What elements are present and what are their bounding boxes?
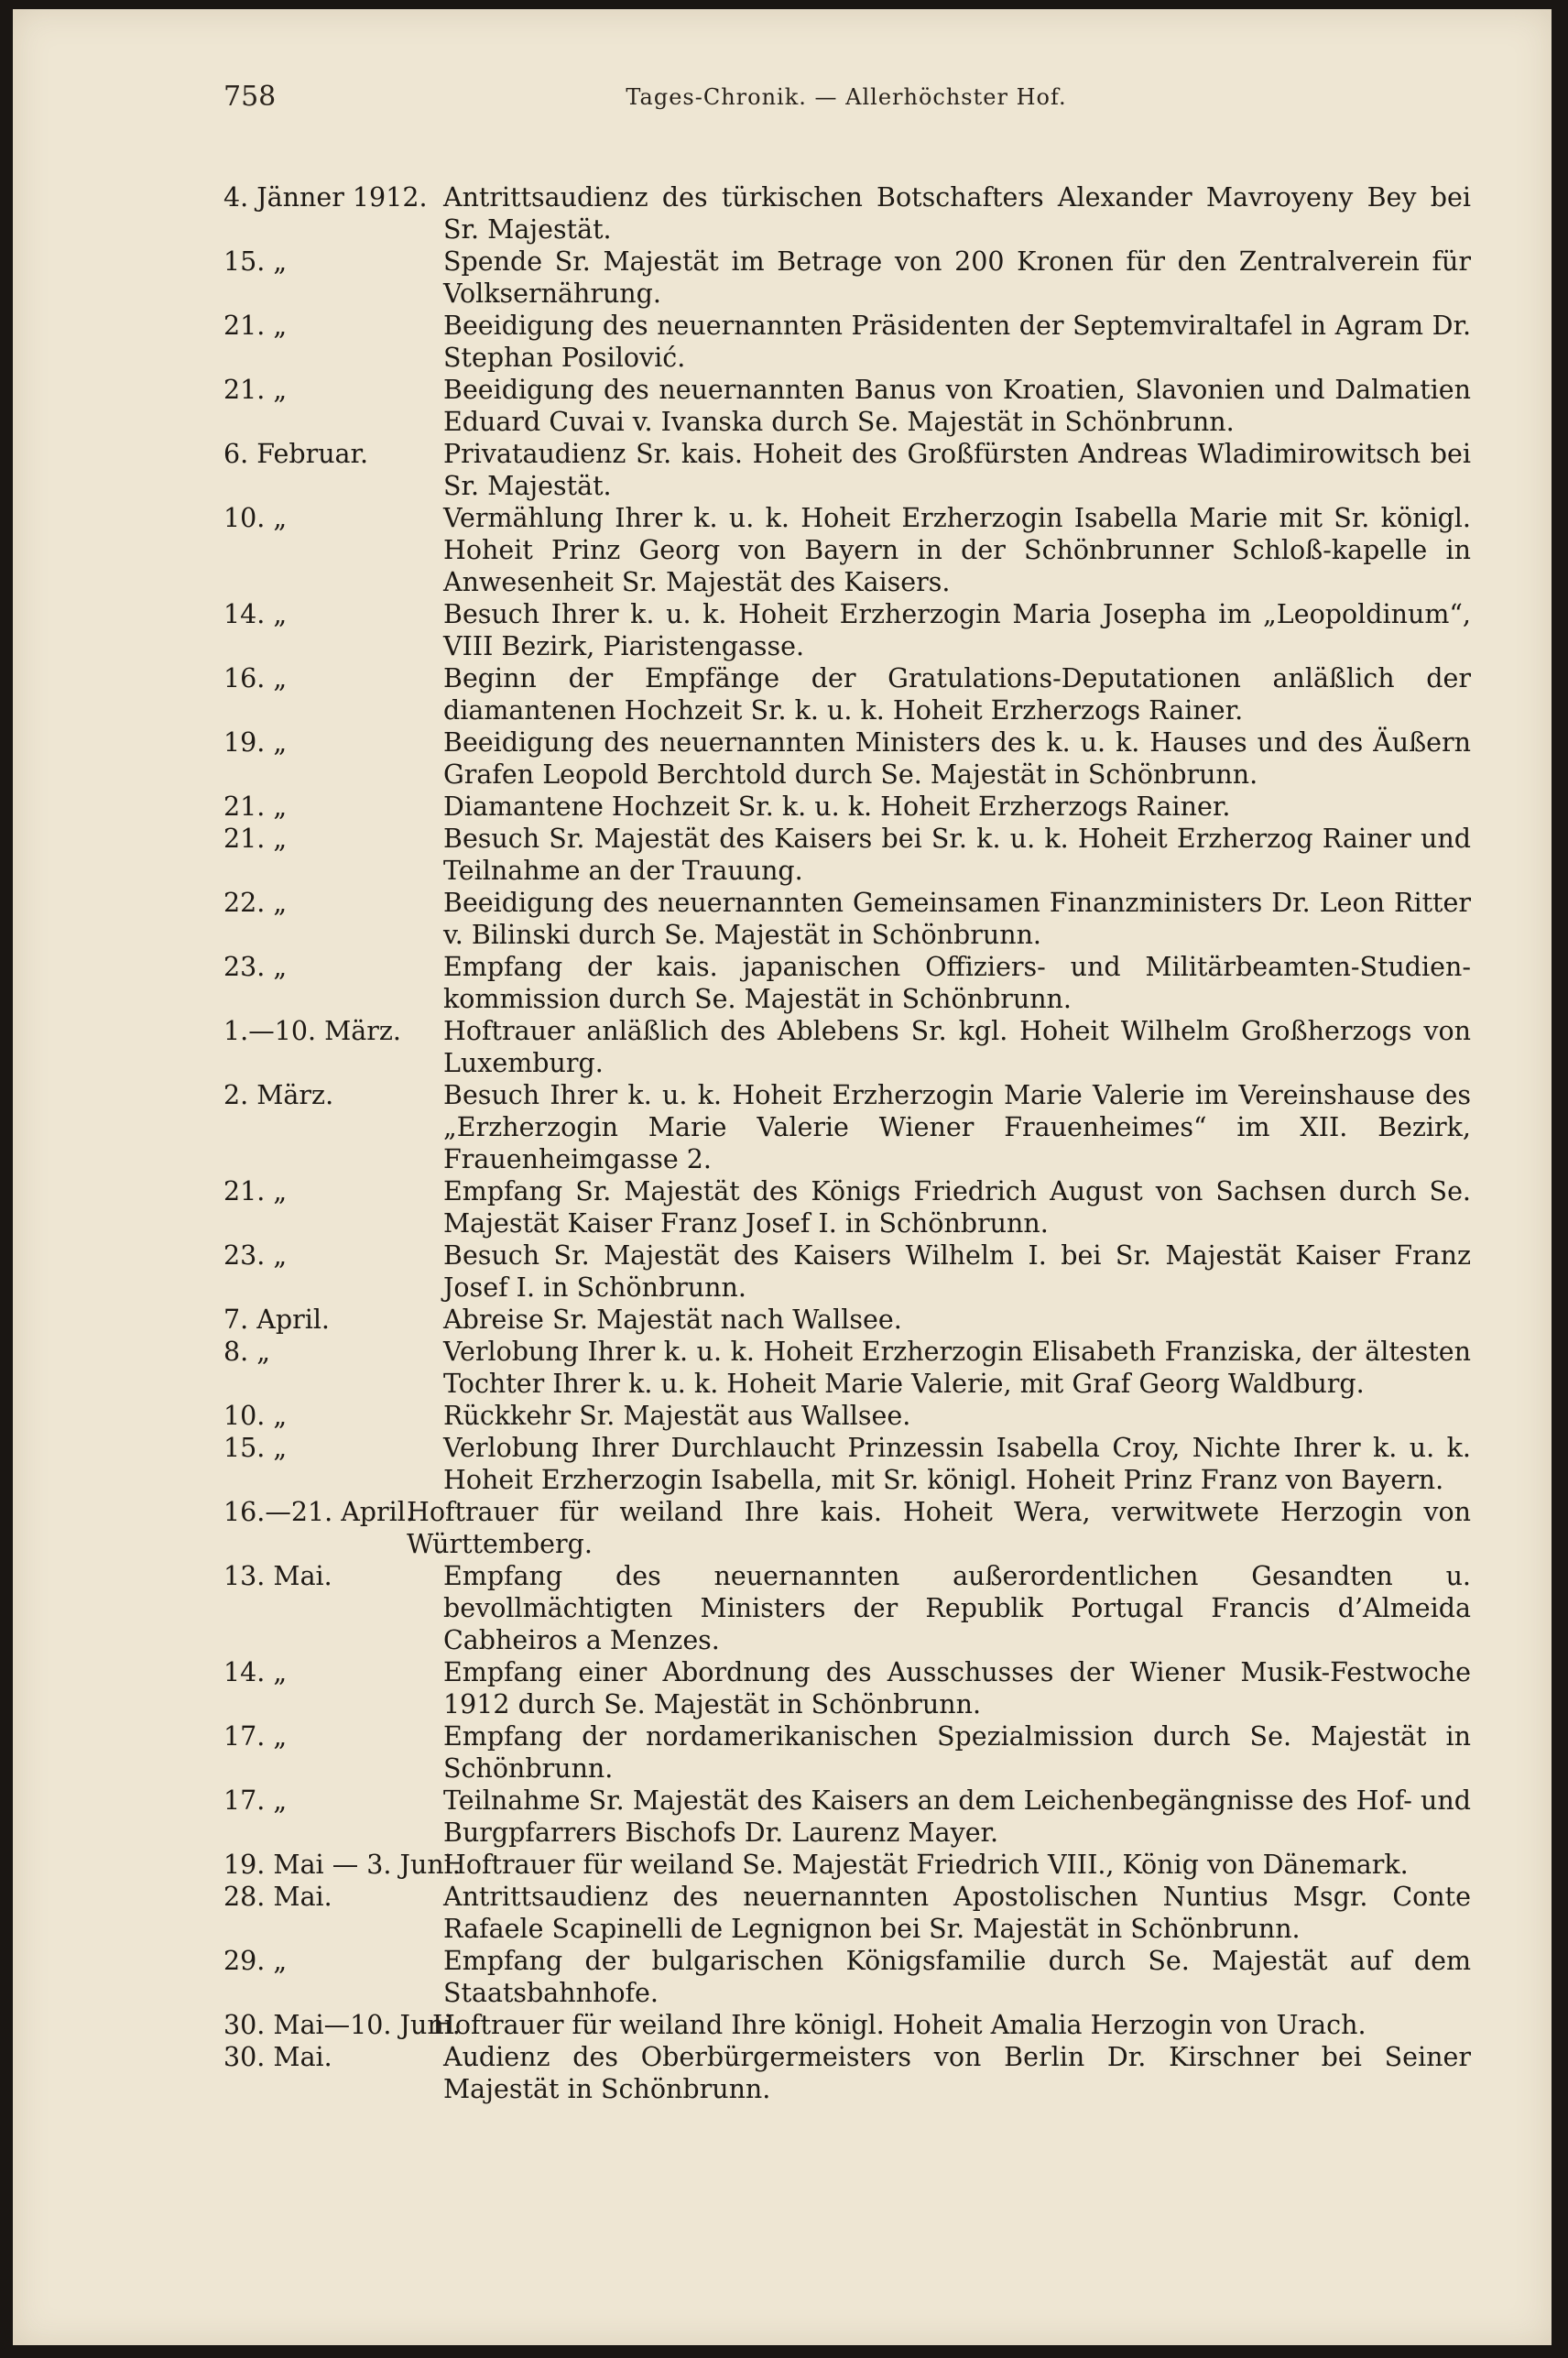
entry-date: 1.—10. März.	[223, 1016, 401, 1046]
chronicle-entry	[223, 502, 1471, 598]
entry-date: 21. „	[223, 311, 288, 341]
chronicle-entry	[223, 1015, 1471, 1079]
chronicle-entry	[223, 1560, 1471, 1656]
entry-text: Empfang der bulgarischen Königsfamilie durch Se. Majestät auf dem Staatsbahnhofe.	[443, 1946, 1471, 2008]
chronicle-entry	[223, 1656, 1471, 1720]
entry-text: Hoftrauer für weiland Se. Majestät Friedrich VIII., König von Dänemark.	[443, 1850, 1409, 1880]
chronicle-entry	[223, 823, 1471, 887]
entry-date: 2. März.	[223, 1080, 334, 1110]
chronicle-entry	[223, 246, 1471, 310]
entry-date: 14. „	[223, 599, 288, 629]
entry-date: 21. „	[223, 1176, 288, 1206]
entry-text: Hoftrauer anläßlich des Ablebens Sr. kgl. Hoheit Wilhelm Großherzogs von Luxemburg.	[443, 1016, 1471, 1078]
entry-text: Verlobung Ihrer k. u. k. Hoheit Erzherzogin Elisabeth Franziska, der ältesten Tochter Ihrer k. u. k. Hoheit Marie Valerie, mit Graf Georg Waldburg.	[443, 1337, 1471, 1399]
entry-date: 8. „	[223, 1337, 271, 1367]
entry-text: Empfang einer Abordnung des Ausschusses der Wiener Musik-Festwoche 1912 durch Se. Majestät in Schönbrunn.	[443, 1657, 1471, 1719]
entry-text: Besuch Ihrer k. u. k. Hoheit Erzherzogin Marie Valerie im Vereinshause des „Erzherzogin Marie Valerie Wiener Frauenheimes“ im XII. Bezirk, Frauenheimgasse 2.	[443, 1080, 1471, 1174]
chronicle-entry	[223, 887, 1471, 951]
entry-date: 10. „	[223, 1401, 288, 1431]
chronicle-entry	[223, 1432, 1471, 1496]
entry-text: Hoftrauer für weiland Ihre königl. Hoheit Amalia Herzogin von Urach.	[432, 2010, 1367, 2040]
document-page	[13, 9, 1552, 2345]
entry-date: 23. „	[223, 952, 288, 982]
entry-date: 19. Mai — 3. Juni.	[223, 1850, 461, 1880]
entry-text: Besuch Ihrer k. u. k. Hoheit Erzherzogin Maria Josepha im „Leopoldinum“, VIII Bezirk, Piaristengasse.	[443, 599, 1471, 661]
chronicle-entry	[223, 598, 1471, 662]
entry-date: 21. „	[223, 791, 288, 822]
entry-date: 16. „	[223, 663, 288, 693]
entry-date: 19. „	[223, 727, 288, 758]
chronicle-entry	[223, 1849, 1471, 1881]
page-header	[223, 81, 1469, 123]
entry-text: Abreise Sr. Majestät nach Wallsee.	[443, 1305, 902, 1335]
entry-text: Beeidigung des neuernannten Präsidenten der Septemviraltafel in Agram Dr. Stephan Posilović.	[443, 311, 1471, 373]
entry-text: Rückkehr Sr. Majestät aus Wallsee.	[443, 1401, 911, 1431]
chronicle-entry	[223, 1720, 1471, 1785]
entry-date: 14. „	[223, 1657, 288, 1687]
chronicle-entry	[223, 1400, 1471, 1432]
entry-date: 15. „	[223, 1433, 288, 1463]
entry-text: Besuch Sr. Majestät des Kaisers Wilhelm I. bei Sr. Majestät Kaiser Franz Josef I. in Schönbrunn.	[443, 1240, 1471, 1303]
entry-text: Beeidigung des neuernannten Ministers des k. u. k. Hauses und des Äußern Grafen Leopold Berchtold durch Se. Majestät in Schönbrunn.	[443, 727, 1471, 790]
entry-date: 21. „	[223, 824, 288, 854]
chronicle-entry	[223, 1881, 1471, 1945]
entry-text: Verlobung Ihrer Durchlaucht Prinzessin Isabella Croy, Nichte Ihrer k. u. k. Hoheit Erzherzogin Isabella, mit Sr. königl. Hoheit Prinz Franz von Bayern.	[443, 1433, 1471, 1495]
chronicle-entry	[223, 1175, 1471, 1239]
page-number: 758	[223, 81, 277, 113]
entry-text: Teilnahme Sr. Majestät des Kaisers an dem Leichenbegängnisse des Hof- und Burgpfarrers Bischofs Dr. Laurenz Mayer.	[443, 1785, 1471, 1848]
entry-text: Antrittsaudienz des türkischen Botschafters Alexander Mavroyeny Bey bei Sr. Majestät.	[443, 182, 1471, 245]
entry-text: Empfang des neuernannten außerordentlichen Gesandten u. bevollmächtigten Ministers der Republik Portugal Francis d’Almeida Cabheiros a Menzes.	[443, 1561, 1471, 1655]
chronicle-entry	[223, 374, 1471, 438]
chronicle-entry	[223, 310, 1471, 374]
entry-date: 30. Mai.	[223, 2042, 332, 2072]
entry-date: 6. Februar.	[223, 439, 369, 469]
entry-date: 30. Mai—10. Juni.	[223, 2010, 461, 2040]
entry-date: 4. Jänner 1912.	[223, 182, 428, 213]
chronicle-entry	[223, 1785, 1471, 1849]
chronicle-entry	[223, 726, 1471, 791]
chronicle-entry	[223, 438, 1471, 502]
entry-text: Hoftrauer für weiland Ihre kais. Hoheit Wera, verwitwete Herzogin von Württemberg.	[407, 1497, 1471, 1559]
chronicle-entry	[223, 1945, 1471, 2009]
entry-date: 10. „	[223, 503, 288, 533]
chronicle-entry	[223, 1336, 1471, 1400]
entry-text: Privataudienz Sr. kais. Hoheit des Großfürsten Andreas Wladimirowitsch bei Sr. Majestät.	[443, 439, 1471, 501]
entry-date: 29. „	[223, 1946, 288, 1976]
entry-date: 22. „	[223, 888, 288, 918]
entry-text: Antrittsaudienz des neuernannten Apostolischen Nuntius Msgr. Conte Rafaele Scapinelli de Legnignon bei Sr. Majestät in Schönbrunn.	[443, 1882, 1471, 1944]
entry-text: Besuch Sr. Majestät des Kaisers bei Sr. k. u. k. Hoheit Erzherzog Rainer und Teilnahme an der Trauung.	[443, 824, 1471, 886]
chronicle-entry	[223, 1239, 1471, 1304]
entry-date: 23. „	[223, 1240, 288, 1271]
chronicle-entry	[223, 791, 1471, 823]
chronicle-entry	[223, 2009, 1471, 2041]
entry-text: Diamantene Hochzeit Sr. k. u. k. Hoheit Erzherzogs Rainer.	[443, 791, 1231, 822]
chronicle-entry	[223, 951, 1471, 1015]
chronicle-entries	[223, 181, 1471, 2105]
chronicle-entry	[223, 1304, 1471, 1336]
entry-text: Empfang der kais. japanischen Offiziers- und Militärbeamten-Studien-kommission durch Se. Majestät in Schönbrunn.	[443, 952, 1471, 1014]
entry-date: 28. Mai.	[223, 1882, 332, 1912]
entry-date: 15. „	[223, 246, 288, 277]
entry-date: 13. Mai.	[223, 1561, 332, 1591]
entry-text: Beeidigung des neuernannten Gemeinsamen Finanzministers Dr. Leon Ritter v. Bilinski durch Se. Majestät in Schönbrunn.	[443, 888, 1471, 950]
chronicle-entry	[223, 2041, 1471, 2105]
chronicle-entry	[223, 181, 1471, 246]
entry-text: Audienz des Oberbürgermeisters von Berlin Dr. Kirschner bei Seiner Majestät in Schönbrunn.	[443, 2042, 1471, 2104]
entry-text: Beeidigung des neuernannten Banus von Kroatien, Slavonien und Dalmatien Eduard Cuvai v. Ivanska durch Se. Majestät in Schönbrunn.	[443, 375, 1471, 437]
entry-date: 21. „	[223, 375, 288, 405]
entry-text: Empfang Sr. Majestät des Königs Friedrich August von Sachsen durch Se. Majestät Kaiser Franz Josef I. in Schönbrunn.	[443, 1176, 1471, 1239]
entry-text: Empfang der nordamerikanischen Spezialmission durch Se. Majestät in Schönbrunn.	[443, 1721, 1471, 1784]
chronicle-entry	[223, 1496, 1471, 1560]
running-title: Tages-Chronik. — Allerhöchster Hof.	[626, 84, 1067, 110]
entry-date: 17. „	[223, 1785, 288, 1816]
entry-date: 7. April.	[223, 1305, 330, 1335]
entry-date: 16.—21. April.	[223, 1497, 414, 1527]
chronicle-entry	[223, 662, 1471, 726]
entry-date: 17. „	[223, 1721, 288, 1752]
chronicle-entry	[223, 1079, 1471, 1175]
entry-text: Spende Sr. Majestät im Betrage von 200 Kronen für den Zentralverein für Volksernährung.	[443, 246, 1471, 309]
entry-text: Vermählung Ihrer k. u. k. Hoheit Erzherzogin Isabella Marie mit Sr. königl. Hoheit Prinz Georg von Bayern in der Schönbrunner Schloß-kapelle in Anwesenheit Sr. Majestät des Kaisers.	[443, 503, 1471, 597]
entry-text: Beginn der Empfänge der Gratulations-Deputationen anläßlich der diamantenen Hochzeit Sr. k. u. k. Hoheit Erzherzogs Rainer.	[443, 663, 1471, 726]
